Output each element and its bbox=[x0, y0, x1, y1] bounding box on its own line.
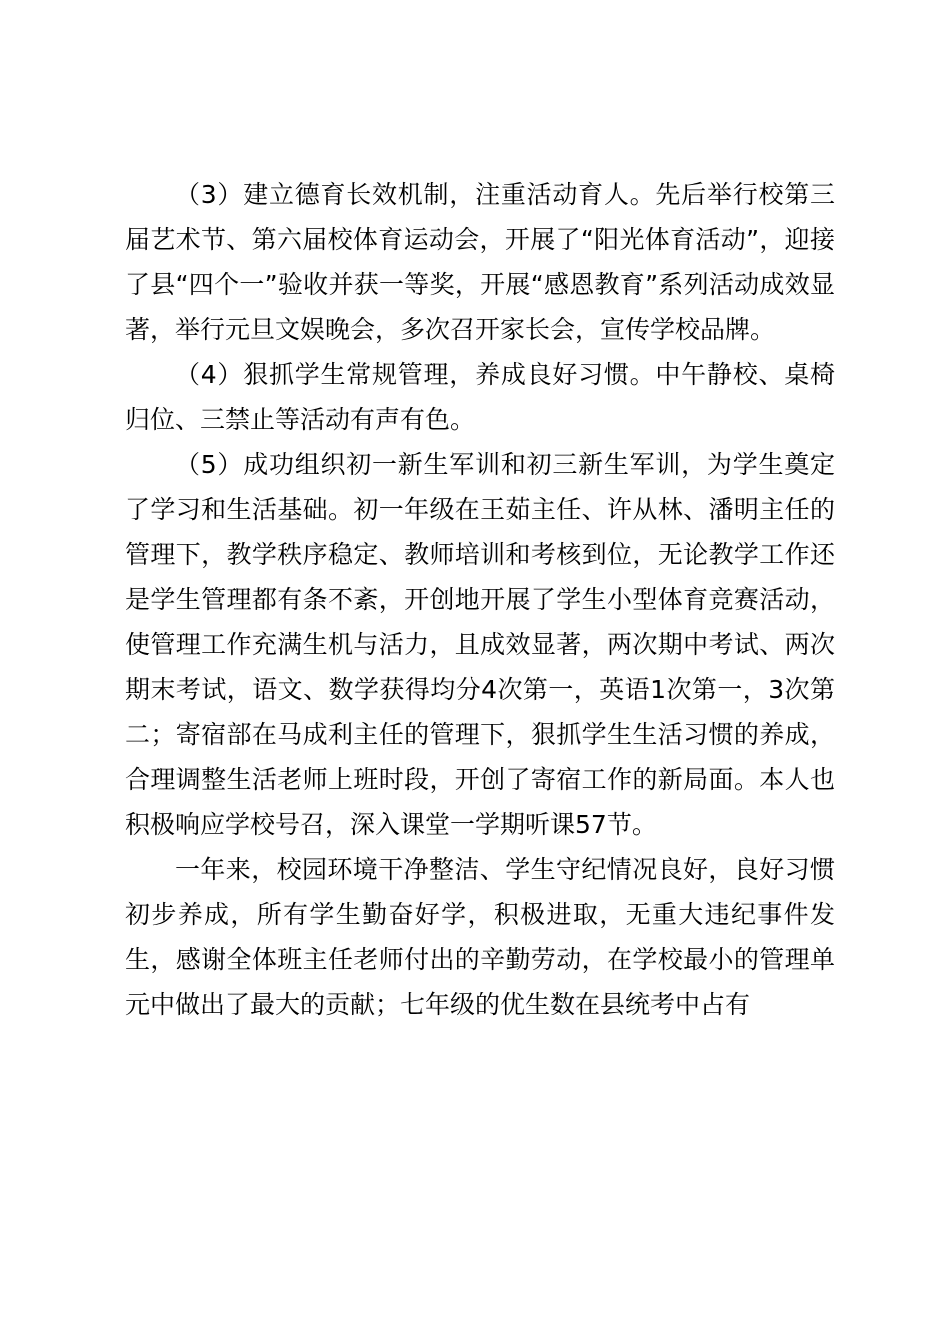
paragraph-3-moral-education: （3）建立德育长效机制，注重活动育人。先后举行校第三届艺术节、第六届校体育运动会，开展了“阳光体育活动”，迎接了县“四个一”验收并获一等奖，开展“感恩教育”系列活动成效显著，举行元旦文娱晚会，多次召开家长会，宣传学校品牌。 bbox=[125, 180, 835, 344]
document-body bbox=[125, 172, 835, 1027]
paragraph-year-summary: 一年来，校园环境干净整洁、学生守纪情况良好，良好习惯初步养成，所有学生勤奋好学，积极进取，无重大违纪事件发生，感谢全体班主任老师付出的辛勤劳动，在学校最小的管理单元中做出了最大的贡献；七年级的优生数在县统考中占有 bbox=[125, 855, 835, 1019]
paragraph-4-student-management: （4）狠抓学生常规管理，养成良好习惯。中午静校、桌椅归位、三禁止等活动有声有色。 bbox=[125, 360, 835, 434]
paragraph-5-military-training: （5）成功组织初一新生军训和初三新生军训，为学生奠定了学习和生活基础。初一年级在王茹主任、许从林、潘明主任的管理下，教学秩序稳定、教师培训和考核到位，无论教学工作还是学生管理都有条不紊，开创地开展了学生小型体育竞赛活动，使管理工作充满生机与活力，且成效显著，两次期中考试、两次期末考试，语文、数学获得均分4次第一，英语1次第一，3次第二；寄宿部在马成利主任的管理下，狠抓学生生活习惯的养成，合理调整生活老师上班时段，开创了寄宿工作的新局面。本人也积极响应学校号召，深入课堂一学期听课57节。 bbox=[125, 450, 835, 839]
